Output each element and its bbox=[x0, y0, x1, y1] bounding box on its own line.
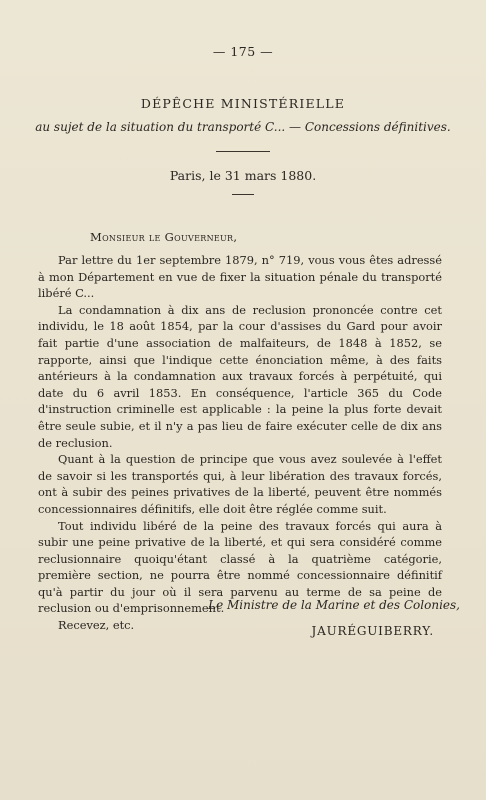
signoff: Le Ministre de la Marine et des Colonies, bbox=[208, 598, 460, 612]
salutation-text: Monsieur le Gouverneur, bbox=[90, 230, 238, 244]
page-number: — 175 — bbox=[212, 44, 274, 59]
document-title: DÉPÊCHE MINISTÉRIELLE bbox=[140, 96, 346, 111]
salutation bbox=[90, 230, 237, 244]
title-divider bbox=[216, 151, 270, 152]
paragraph-2: La condamnation à dix ans de reclusion prononcée contre cet individu, le 18 août 1854, par la cour d'assises du Gard pour avoir fait partie d'une association de malfaiteurs, de 1848 à 1852, se rapporte, ainsi que l'indique cette énonciation même, à des faits antérieurs à la condamnation aux travaux forcés à perpétuité, qui date du 6 avril 1853. En conséquence, l'article 365 du Code d'instruction criminelle est applicable : la peine la plus forte devait être seule subie, et il n'y a pas lieu de faire exécuter celle de dix ans de reclusion. bbox=[38, 302, 442, 450]
document-subtitle: au sujet de la situation du transporté C... — Concessions définitives. bbox=[35, 120, 451, 134]
paragraph-1: Par lettre du 1er septembre 1879, n° 719, vous vous êtes adressé à mon Département en vue de fixer la situation pénale du transporté libéré C... bbox=[38, 253, 442, 301]
closing-line: Recevez, etc. bbox=[58, 618, 135, 633]
paragraph-4: Tout individu libéré de la peine des travaux forcés qui aura à subir une peine privative de la liberté, et qui sera considéré comme reclusionnaire quoiqu'étant classé à la quatrième catégorie, première section, ne pourra être nommé concessionnaire définitif qu'à partir du jour où il sera parvenu au terme de sa peine de reclusion ou d'emprisonnement. bbox=[38, 518, 442, 616]
date-divider bbox=[232, 194, 254, 195]
paragraph-3: Quant à la question de principe que vous avez soulevée à l'effet de savoir si les transportés qui, à leur libération des travaux forcés, ont à subir des peines privatives de la liberté, peuvent être nommés concessionnaires définitifs, elle doit être réglée comme suit. bbox=[38, 452, 442, 516]
dateline: Paris, le 31 mars 1880. bbox=[169, 168, 317, 183]
letter-body bbox=[38, 252, 442, 634]
signature: JAURÉGUIBERRY. bbox=[311, 624, 434, 638]
